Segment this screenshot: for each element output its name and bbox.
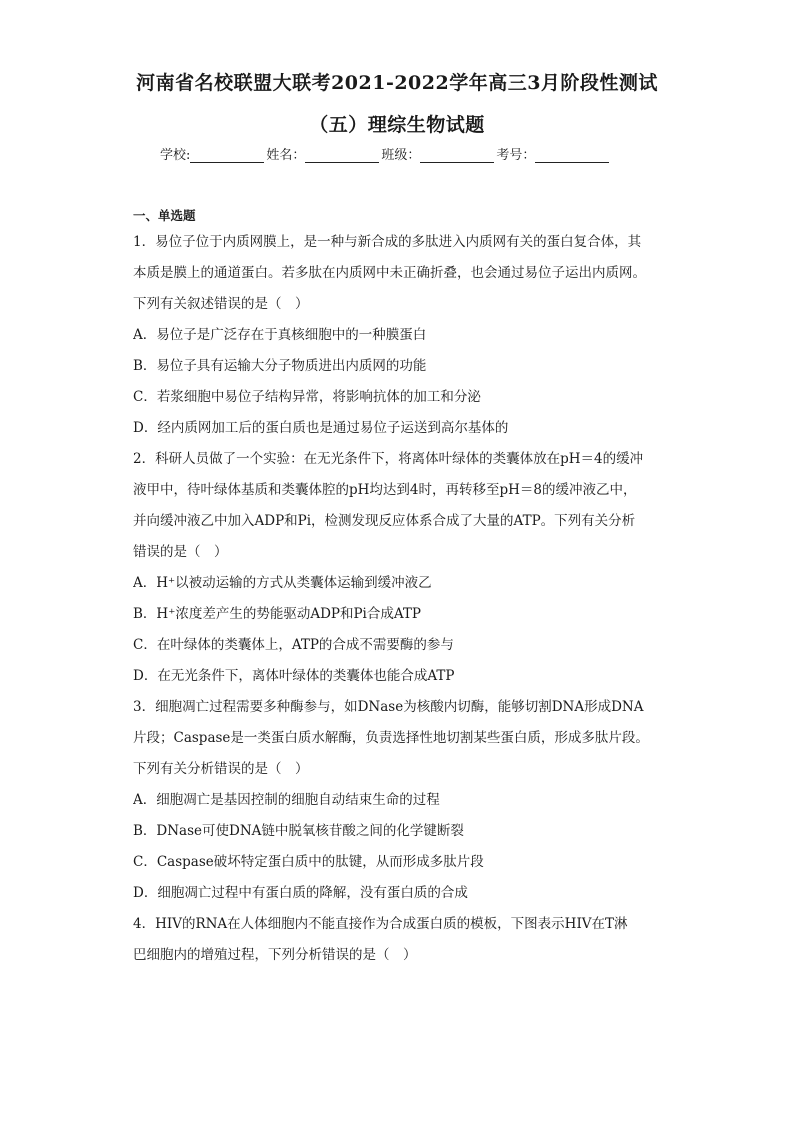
text-line: 本质是膜上的通道蛋白。若多肽在内质网中未正确折叠，也会通过易位子运出内质网。 xyxy=(133,265,646,281)
text-line: 片段；Caspase是一类蛋白质水解酶，负责选择性地切割某些蛋白质，形成多肽片段。 xyxy=(133,730,649,746)
exam-title-line-1: 河南省名校联盟大联考2021-2022学年高三3月阶段性测试 xyxy=(136,72,658,94)
option-line: C．若浆细胞中易位子结构异常，将影响抗体的加工和分泌 xyxy=(133,389,481,405)
option-line: B．DNase可使DNA链中脱氧核苷酸之间的化学键断裂 xyxy=(133,823,464,839)
option-line: D．经内质网加工后的蛋白质也是通过易位子运送到高尔基体的 xyxy=(133,420,509,436)
name-label: 姓名： xyxy=(266,148,306,163)
option-line: D．在无光条件下，离体叶绿体的类囊体也能合成ATP xyxy=(133,668,455,684)
text-line: 错误的是（ ） xyxy=(133,544,228,560)
text-line: 4．HIV的RNA在人体细胞内不能直接作为合成蛋白质的模板，下图表示HIV在T淋 xyxy=(133,916,628,932)
question-text xyxy=(133,227,673,971)
text-line: 液甲中，待叶绿体基质和类囊体腔的pH均达到4时，再转移至pH＝8的缓冲液乙中， xyxy=(133,482,637,498)
section-heading: 一、单选题 xyxy=(133,208,196,223)
text-line: 下列有关叙述错误的是（ ） xyxy=(133,296,309,312)
number-label: 考号： xyxy=(496,148,536,163)
exam-title-line-2: （五）理综生物试题 xyxy=(309,114,485,136)
text-line: 下列有关分析错误的是（ ） xyxy=(133,761,309,777)
text-line: 3．细胞凋亡过程需要多种酶参与，如DNase为核酸内切酶，能够切割DNA形成DNA xyxy=(133,699,644,715)
class-label: 班级： xyxy=(381,148,421,163)
option-line: A．细胞凋亡是基因控制的细胞自动结束生命的过程 xyxy=(133,792,440,808)
option-line: B．H⁺浓度差产生的势能驱动ADP和Pi合成ATP xyxy=(133,606,421,622)
option-line: C．在叶绿体的类囊体上，ATP的合成不需要酶的参与 xyxy=(133,637,454,653)
text-line: 1．易位子位于内质网膜上，是一种与新合成的多肽进入内质网有关的蛋白复合体，其 xyxy=(133,234,642,250)
text-line: 2．科研人员做了一个实验：在无光条件下，将离体叶绿体的类囊体放在pH＝4的缓冲 xyxy=(133,451,644,467)
option-line: D．细胞凋亡过程中有蛋白质的降解，没有蛋白质的合成 xyxy=(133,885,468,901)
text-line: 巴细胞内的增殖过程，下列分析错误的是（ ） xyxy=(133,947,417,963)
option-line: B．易位子具有运输大分子物质进出内质网的功能 xyxy=(133,358,427,374)
name-blank[interactable] xyxy=(305,148,379,163)
option-line: C．Caspase破坏特定蛋白质中的肽键，从而形成多肽片段 xyxy=(133,854,484,870)
school-blank[interactable] xyxy=(190,148,264,163)
option-line: A．H⁺以被动运输的方式从类囊体运输到缓冲液乙 xyxy=(133,575,432,591)
student-info-row xyxy=(160,144,611,163)
text-line: 并向缓冲液乙中加入ADP和Pi，检测发现反应体系合成了大量的ATP。下列有关分析 xyxy=(133,513,636,529)
option-line: A．易位子是广泛存在于真核细胞中的一种膜蛋白 xyxy=(133,327,427,343)
number-blank[interactable] xyxy=(535,148,609,163)
class-blank[interactable] xyxy=(420,148,494,163)
school-label: 学校: xyxy=(160,148,191,163)
